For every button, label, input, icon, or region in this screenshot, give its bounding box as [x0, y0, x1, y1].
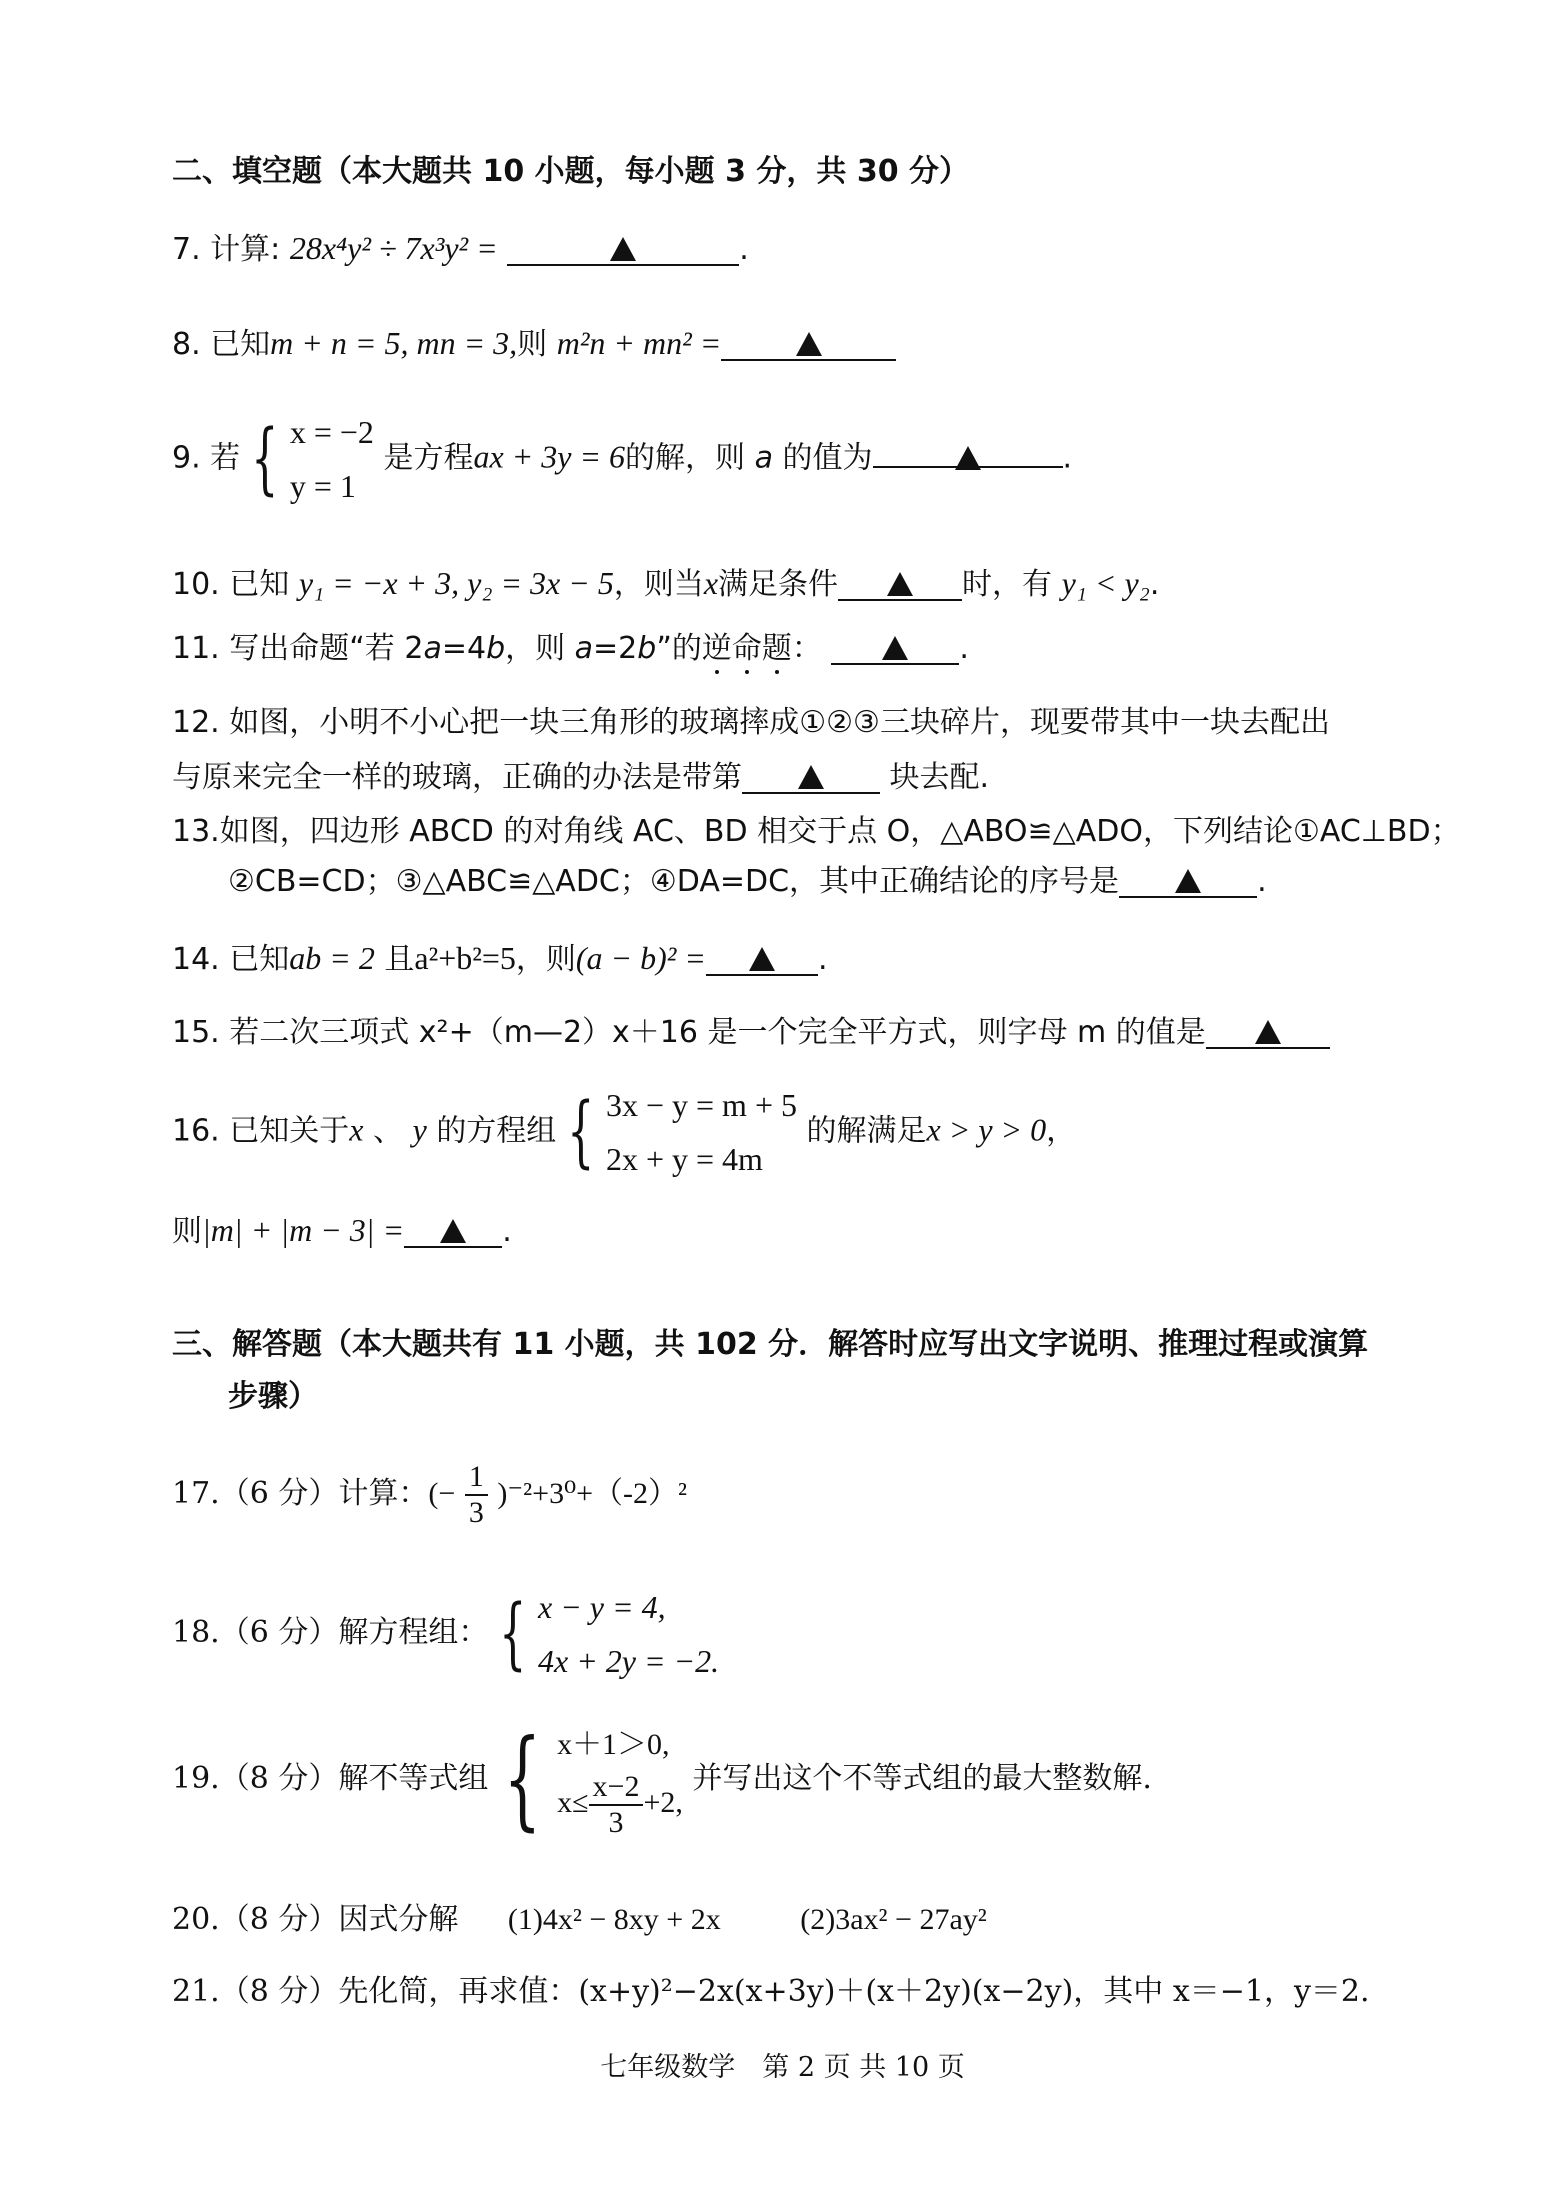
question-12-line-1 — [172, 703, 1330, 743]
math-equation: ax + 3y = 6 — [473, 438, 626, 475]
fraction — [589, 1770, 644, 1840]
answer-blank — [507, 230, 739, 266]
connector-text: 是方程 — [383, 440, 474, 476]
triangle-icon — [796, 332, 822, 356]
part-2: (2)3ax² − 27ay² — [800, 1903, 987, 1936]
dotted-char: 逆 — [701, 631, 732, 666]
question-8 — [172, 323, 896, 365]
math-inequality: y₁ < y₂ — [1061, 565, 1150, 601]
question-number: 16. — [172, 1113, 220, 1149]
math-expression-pre: (− — [428, 1477, 456, 1510]
triangle-icon — [798, 765, 824, 789]
question-number: 17. — [172, 1476, 220, 1511]
math-expression: 28x⁴y² ÷ 7x³y² = — [289, 230, 498, 266]
row-2-post: +2, — [643, 1785, 683, 1819]
question-prefix: 计算: — [210, 232, 281, 267]
section-3-heading-line-2: 步骤） — [228, 1379, 318, 1414]
variable-y: y — [412, 1111, 427, 1148]
period: . — [1062, 440, 1073, 476]
fraction-denominator: 3 — [608, 1806, 624, 1839]
question-text: （8 分）先化简，再求值：(x+y)²−2x(x+3y)＋(x＋2y)(x−2y)，其中 x＝−1，y＝2. — [219, 1974, 1370, 2009]
period: . — [502, 1214, 512, 1249]
question-number: 14. — [172, 942, 220, 977]
question-16-line-1 — [172, 1078, 1076, 1186]
row-2-pre: x≤ — [557, 1785, 589, 1819]
suffix-text: 的解满足 — [806, 1113, 927, 1149]
question-prefix: 则 — [172, 1214, 202, 1249]
period: . — [817, 942, 828, 977]
connector-text-2: ，则 — [515, 942, 576, 977]
question-number: 11. — [172, 631, 220, 666]
separator: 、 — [373, 1113, 404, 1149]
question-15 — [172, 1013, 1330, 1053]
question-16-line-2 — [172, 1210, 512, 1252]
question-number: 13. — [172, 814, 220, 849]
math-condition: x > y > 0 — [926, 1111, 1047, 1148]
connector-text: 的方程组 — [436, 1113, 557, 1149]
period: . — [739, 232, 749, 267]
answer-blank — [831, 629, 959, 665]
answer-blank — [1119, 862, 1257, 898]
connector-text: 则 — [517, 327, 548, 362]
question-20 — [172, 1900, 987, 1940]
variable-b: b — [486, 631, 506, 666]
question-number: 12. — [172, 705, 220, 740]
brace-icon: { — [567, 1087, 595, 1177]
triangle-icon — [1175, 869, 1201, 893]
connector-text: ，则当 — [613, 567, 704, 602]
system-row-1: 3x − y = m + 5 — [605, 1087, 797, 1123]
question-text: （8 分）因式分解 — [219, 1902, 459, 1937]
question-text: 若二次三项式 x²+（m—2）x＋16 是一个完全平方式，则字母 m 的值是 — [229, 1015, 1206, 1050]
question-12-line-2 — [172, 758, 989, 798]
math-condition-2: a²+b²=5 — [414, 940, 516, 976]
question-prefix: 若 — [210, 440, 241, 476]
triangle-icon — [610, 237, 636, 261]
suffix-text: 的解，则 — [625, 440, 746, 476]
question-text: （6 分）解方程组： — [219, 1615, 489, 1650]
answer-blank — [873, 432, 1063, 468]
triangle-icon — [749, 947, 775, 971]
question-text: （6 分）计算： — [219, 1476, 429, 1511]
fraction-numerator: 1 — [465, 1460, 488, 1496]
variable-a: a — [754, 440, 773, 476]
system-row-1: x = −2 — [289, 414, 374, 450]
question-number: 10. — [172, 567, 220, 602]
brace-icon: { — [251, 414, 279, 504]
connector-text: 且 — [384, 942, 415, 977]
question-10 — [172, 563, 1159, 605]
text-part: =2 — [593, 631, 638, 666]
answer-blank — [721, 325, 896, 361]
math-expression: m²n + mn² = — [556, 325, 722, 361]
question-13-line-1 — [172, 812, 1461, 852]
question-prefix: 已知关于 — [229, 1113, 350, 1149]
fraction-denominator: 3 — [468, 1496, 484, 1529]
answer-blank — [404, 1212, 502, 1248]
text-part: ： — [791, 631, 822, 666]
period: . — [1257, 864, 1267, 899]
question-text: 如图，四边形 ABCD 的对角线 AC、BD 相交于点 O，△ABO≌△ADO，下列结论①AC⊥BD； — [219, 814, 1461, 849]
answer-blank — [742, 758, 880, 794]
variable-b: b — [637, 631, 657, 666]
triangle-icon — [955, 446, 981, 470]
page-footer: 七年级数学 第 2 页 共 10 页 — [600, 2052, 965, 2083]
question-18 — [172, 1580, 719, 1688]
section-3-heading-line-1: 三、解答题（本大题共有 11 小题，共 102 分．解答时应写出文字说明、推理过程或演算 — [172, 1327, 1369, 1362]
question-prefix: 写出命题“若 2 — [229, 631, 424, 666]
question-number: 21. — [172, 1974, 220, 2009]
question-14 — [172, 938, 828, 980]
triangle-icon — [887, 572, 913, 596]
triangle-icon — [440, 1219, 466, 1243]
question-number: 9. — [172, 440, 201, 476]
math-condition: ab = 2 — [289, 940, 375, 976]
question-number: 19. — [172, 1761, 220, 1796]
question-19 — [172, 1717, 1152, 1842]
period: . — [1149, 567, 1160, 602]
math-condition: m + n = 5, mn = 3, — [270, 325, 518, 361]
connector-text-3: 时，有 — [962, 567, 1053, 602]
variable-a: a — [574, 631, 594, 666]
emphasis-dotted-text — [702, 629, 792, 669]
question-21 — [172, 1972, 1370, 2012]
question-9 — [172, 405, 1072, 513]
question-prefix: 已知 — [210, 327, 271, 362]
system-row-2: y = 1 — [289, 468, 356, 504]
question-text: 与原来完全一样的玻璃，正确的办法是带第 — [172, 760, 742, 795]
text-part: ，则 — [505, 631, 566, 666]
variable-x: x — [349, 1111, 364, 1148]
comma: ， — [1046, 1113, 1077, 1149]
question-number: 20. — [172, 1902, 220, 1937]
part-1: (1)4x² − 8xy + 2x — [507, 1903, 721, 1936]
question-11 — [172, 629, 969, 669]
answer-blank — [1206, 1013, 1330, 1049]
math-expression: |m| + |m − 3| = — [202, 1212, 405, 1248]
question-17 — [172, 1452, 687, 1536]
dotted-char: 命 — [731, 631, 762, 666]
math-condition: y₁ = −x + 3, y₂ = 3x − 5 — [298, 565, 614, 601]
dotted-char: 题 — [761, 631, 792, 666]
question-7 — [172, 228, 749, 270]
question-number: 7. — [172, 232, 201, 267]
brace-icon: { — [503, 1717, 542, 1842]
fraction-numerator: x−2 — [589, 1770, 644, 1806]
text-part: ”的 — [656, 631, 702, 666]
math-expression: (a − b)² = — [575, 940, 706, 976]
fraction — [465, 1460, 488, 1530]
triangle-icon — [882, 636, 908, 660]
question-text: （8 分）解不等式组 — [219, 1761, 489, 1796]
connector-text-2: 满足条件 — [718, 567, 839, 602]
section-2-heading: 二、填空题（本大题共 10 小题，每小题 3 分，共 30 分） — [172, 154, 970, 189]
variable-x: x — [703, 565, 719, 601]
brace-icon: { — [499, 1589, 527, 1679]
suffix-text-2: 的值为 — [782, 440, 873, 476]
answer-blank — [838, 565, 962, 601]
question-text: ②CB=CD；③△ABC≌△ADC；④DA=DC，其中正确结论的序号是 — [228, 864, 1120, 899]
system-row-2 — [557, 1770, 683, 1840]
triangle-icon — [1255, 1020, 1281, 1044]
math-expression-post: )⁻²+3⁰+（-2）² — [497, 1477, 688, 1510]
system-row-1: x − y = 4, — [537, 1589, 666, 1625]
question-number: 15. — [172, 1015, 220, 1050]
question-prefix: 已知 — [229, 567, 290, 602]
suffix-text: 块去配. — [889, 760, 990, 795]
question-prefix: 已知 — [229, 942, 290, 977]
system-row-2: 4x + 2y = −2. — [537, 1643, 720, 1679]
variable-a: a — [423, 631, 442, 666]
question-13-line-2 — [228, 862, 1267, 902]
system-row-1: x＋1＞0, — [557, 1728, 670, 1761]
question-text: 如图，小明不小心把一块三角形的玻璃摔成①②③三块碎片，现要带其中一块去配出 — [229, 705, 1330, 740]
suffix-text: 并写出这个不等式组的最大整数解. — [692, 1761, 1152, 1796]
question-number: 8. — [172, 327, 201, 362]
text-part: =4 — [441, 631, 487, 666]
answer-blank — [706, 940, 818, 976]
system-row-2: 2x + y = 4m — [605, 1141, 763, 1177]
period: . — [959, 631, 969, 666]
question-number: 18. — [172, 1615, 220, 1650]
